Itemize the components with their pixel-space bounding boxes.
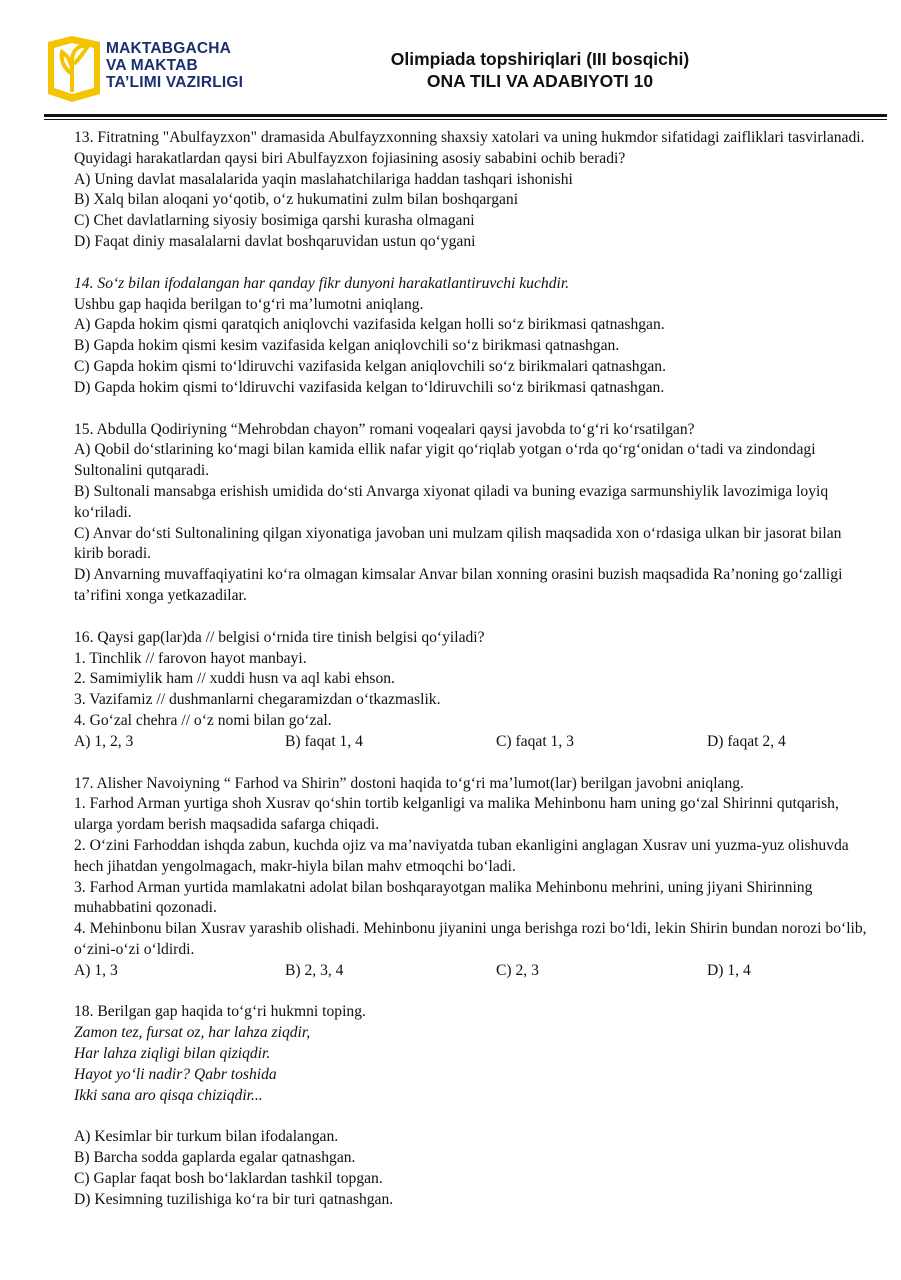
statement-item: 4. Go‘zal chehra // o‘z nomi bilan go‘zal.	[74, 711, 332, 729]
answer-option: A) Kesimlar bir turkum bilan ifodalangan.	[74, 1128, 339, 1146]
statement-item: 4. Mehinbonu bilan Xusrav yarashib olishadi. Mehinbonu jiyanini unga berishga rozi bo‘ldi, lekin Shirin bundan norozi bo‘lib, o‘zini-o‘zi o‘ldirdi.	[74, 920, 867, 958]
answer-option: D) Kesimning tuzilishiga ko‘ra bir turi qatnashgan.	[74, 1190, 394, 1208]
question-stem: 16. Qaysi gap(lar)da // belgisi o‘rnida tire tinish belgisi qo‘yiladi?	[74, 628, 485, 646]
answer-option: C) 2, 3	[496, 961, 539, 979]
poem-line: Zamon tez, fursat oz, har lahza ziqdir,	[74, 1024, 311, 1042]
question-stem: 17. Alisher Navoiyning “ Farhod va Shirin” dostoni haqida to‘g‘ri ma’lumot(lar) berilgan javobni aniqlang.	[74, 774, 744, 792]
answer-option: D) Faqat diniy masalalarni davlat boshqaruvidan ustun qo‘ygani	[74, 232, 476, 250]
statement-item: 1. Farhod Arman yurtiga shoh Xusrav qo‘shin tortib kelganligi va malika Mehinbonu ham uning go‘zal Shirinni qutqarish, ularga yordam berish maqsadida safarga chiqadi.	[74, 795, 839, 834]
header-rule-thin	[44, 119, 887, 120]
title-line-2: ONA TILI VA ADABIYOTI 10	[426, 71, 654, 91]
answer-option: D) faqat 2, 4	[707, 732, 786, 750]
questions-body	[74, 128, 874, 1211]
answer-option: B) faqat 1, 4	[285, 732, 363, 750]
poem-line: Ikki sana aro qisqa chiziqdir...	[74, 1086, 263, 1104]
answer-option: D) Anvarning muvaffaqiyatini ko‘ra olmagan kimsalar Anvar bilan xonning orasini buzish maqsadida Ra’noning go‘zalligi ta’rifini xonga yetkazadilar.	[74, 566, 843, 604]
answer-options-row	[74, 961, 874, 982]
question-17	[74, 774, 874, 982]
statement-item: 3. Vazifamiz // dushmanlarni chegaramizdan o‘tkazmaslik.	[74, 691, 441, 709]
ministry-logo	[44, 30, 104, 104]
answer-option: A) 1, 2, 3	[74, 732, 134, 750]
page-header	[0, 0, 901, 120]
document-title	[340, 48, 740, 92]
answer-option: D) Gapda hokim qismi to‘ldiruvchi vazifasida kelgan to‘ldiruvchili so‘z birikmasi qatnashgan.	[74, 378, 665, 396]
statement-item: 2. O‘zini Farhoddan ishqda zabun, kuchda ojiz va ma’naviyatda tuban ekanligini anglagan Xusrav uni yuzma-yuz olishuvda hech jihatdan yengolmagach, makr-hiyla bilan mahv etmoqchi bo‘ladi.	[74, 836, 849, 875]
answer-option: C) faqat 1, 3	[496, 732, 574, 750]
question-stem: 18. Berilgan gap haqida to‘g‘ri hukmni toping.	[74, 1003, 366, 1021]
ministry-name-line: MAKTABGACHA	[106, 40, 232, 57]
answer-option: C) Chet davlatlarning siyosiy bosimiga qarshi kurasha olmagani	[74, 212, 475, 230]
question-stem: Ushbu gap haqida berilgan to‘g‘ri ma’lumotni aniqlang.	[74, 295, 424, 313]
statement-item: 1. Tinchlik // farovon hayot manbayi.	[74, 649, 307, 667]
poem-line: Har lahza ziqligi bilan qiziqdir.	[74, 1045, 271, 1063]
question-quote: 14. So‘z bilan ifodalangan har qanday fikr dunyoni harakatlantiruvchi kuchdir.	[74, 274, 570, 292]
ministry-name-line: VA MAKTAB	[106, 57, 198, 74]
question-15	[74, 420, 874, 607]
answer-option: A) Qobil do‘stlarining ko‘magi bilan kamida ellik nafar yigit qo‘riqlab yotgan o‘rda qo‘rg‘onidan o‘tadi va zindondagi Sultonalini qutqaradi.	[74, 441, 816, 480]
answer-option: B) Barcha sodda gaplarda egalar qatnashgan.	[74, 1149, 356, 1167]
answer-option: A) Gapda hokim qismi qaratqich aniqlovchi vazifasida kelgan holli so‘z birikmasi qatnashgan.	[74, 316, 665, 334]
question-stem: 15. Abdulla Qodiriyning “Mehrobdan chayon” romani voqealari qaysi javobda to‘g‘ri ko‘rsatilgan?	[74, 420, 695, 438]
answer-option: A) Uning davlat masalalarida yaqin maslahatchilariga haddan tashqari ishonishi	[74, 170, 573, 188]
ministry-name	[106, 40, 243, 91]
question-18	[74, 1002, 874, 1210]
answer-option: B) 2, 3, 4	[285, 961, 344, 979]
answer-option: B) Sultonali mansabga erishish umidida do‘sti Anvarga xiyonat qiladi va buning evaziga sarmunshiylik lavozimiga loyiq ko‘riladi.	[74, 482, 829, 521]
answer-option: C) Anvar do‘sti Sultonalining qilgan xiyonatiga javoban uni mulzam qilish maqsadida xon o‘rdasiga ulkan bir jasorat bilan kirib boradi.	[74, 524, 842, 563]
answer-option: C) Gaplar faqat bosh bo‘laklardan tashkil topgan.	[74, 1170, 383, 1188]
header-rule	[44, 114, 887, 117]
question-16	[74, 628, 874, 753]
title-line-1: Olimpiada topshiriqlari (III bosqichi)	[390, 49, 690, 69]
answer-options-row	[74, 732, 874, 753]
statement-item: 3. Farhod Arman yurtida mamlakatni adolat bilan boshqarayotgan malika Mehinbonu mehrini, uning jiyani Shirinning muhabbatini qozonadi.	[74, 878, 813, 917]
answer-option: C) Gapda hokim qismi to‘ldiruvchi vazifasida kelgan aniqlovchili so‘z birikmalari qatnashgan.	[74, 357, 666, 375]
question-13	[74, 128, 874, 253]
answer-option: B) Xalq bilan aloqani yo‘qotib, o‘z hukumatini zulm bilan boshqargani	[74, 191, 519, 209]
question-stem: 13. Fitratning "Abulfayzxon" dramasida Abulfayzxonning shaxsiy xatolari va uning hukmdor sifatidagi zaifliklari tasvirlanadi. Quyidagi harakatlardan qaysi biri Abulfayzxon fojiasining asosiy sababini ochib beradi?	[74, 129, 865, 167]
ministry-name-line: TA’LIMI VAZIRLIGI	[106, 74, 244, 91]
answer-option: A) 1, 3	[74, 961, 118, 979]
poem-line: Hayot yo‘li nadir? Qabr toshida	[74, 1065, 277, 1083]
statement-item: 2. Samimiylik ham // xuddi husn va aql kabi ehson.	[74, 670, 395, 688]
answer-option: B) Gapda hokim qismi kesim vazifasida kelgan aniqlovchili so‘z birikmasi qatnashgan.	[74, 337, 620, 355]
question-14	[74, 274, 874, 399]
answer-option: D) 1, 4	[707, 961, 751, 979]
